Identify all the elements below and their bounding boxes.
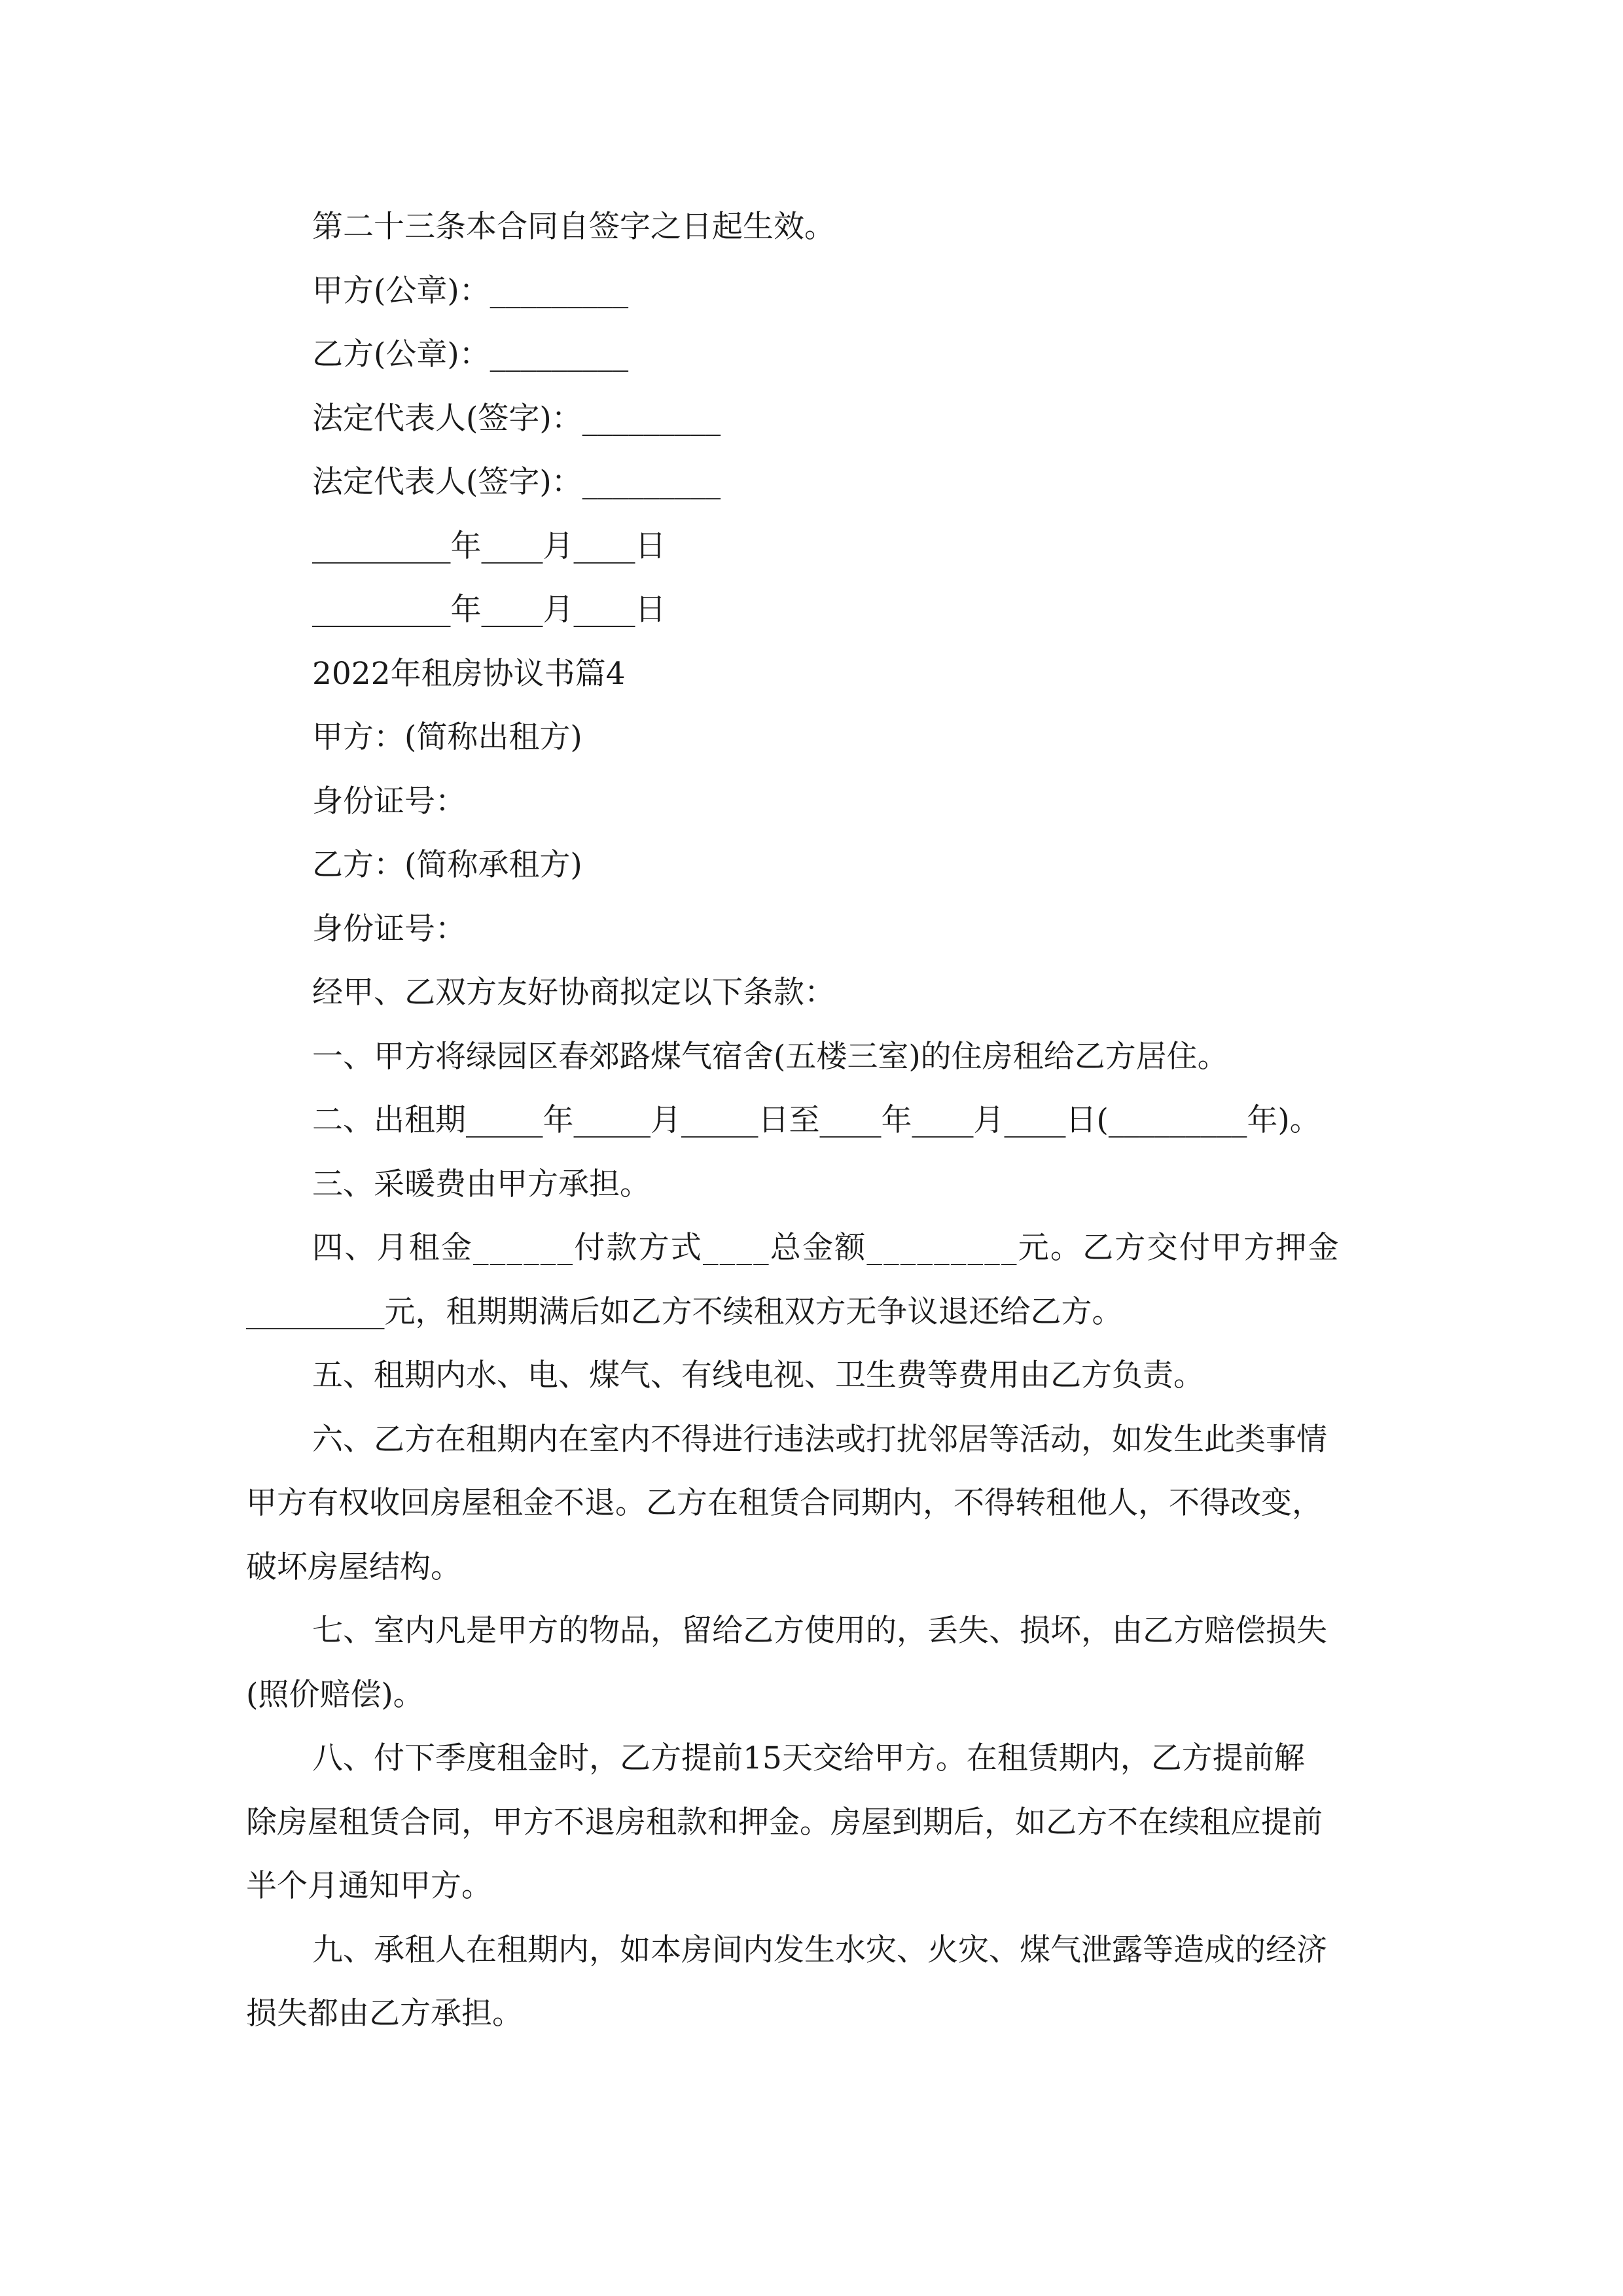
- clause-6-line-3: 破坏房屋结构。: [246, 1549, 461, 1585]
- clause-9-line-1: 九、承租人在租期内，如本房间内发生水灾、火灾、煤气泄露等造成的经济: [312, 1931, 1327, 1968]
- clause-5-line: 五、租期内水、电、煤气、有线电视、卫生费等费用由乙方负责。: [312, 1357, 1204, 1393]
- legal-rep-signature-line-2: 法定代表人(签字)：_________: [312, 464, 721, 500]
- party-a-line: 甲方：(简称出租方): [312, 719, 582, 755]
- section-heading: 2022年租房协议书篇4: [312, 655, 626, 692]
- clause-4-line-2: _________元，租期期满后如乙方不续租双方无争议退还给乙方。: [246, 1293, 1123, 1330]
- clause-3-line: 三、采暖费由甲方承担。: [312, 1166, 651, 1202]
- clause-7-line-2: (照价赔偿)。: [246, 1676, 424, 1713]
- clause-9-line-2: 损失都由乙方承担。: [246, 1996, 523, 2032]
- party-b-seal-line: 乙方(公章)：_________: [312, 336, 629, 372]
- party-a-id-line: 身份证号：: [312, 783, 466, 819]
- date-line-1: _________年____月____日: [312, 528, 666, 564]
- clause-2-line: 二、出租期_____年_____月_____日至____年____月____日(_________年)。: [312, 1102, 1321, 1138]
- document-body: [246, 195, 1395, 2046]
- clause-8-line-3: 半个月通知甲方。: [246, 1868, 492, 1904]
- clause-8-line-1: 八、付下季度租金时，乙方提前15天交给甲方。在租赁期内，乙方提前解: [312, 1740, 1305, 1776]
- clause-8-line-2: 除房屋租赁合同，甲方不退房租款和押金。房屋到期后，如乙方不在续租应提前: [246, 1804, 1323, 1840]
- party-b-id-line: 身份证号：: [312, 910, 466, 947]
- article-23-line: 第二十三条本合同自签字之日起生效。: [312, 209, 835, 245]
- clause-4-line-1: 四、月租金______付款方式____总金额_________元。乙方交付甲方押金: [312, 1230, 1340, 1266]
- party-b-line: 乙方：(简称承租方): [312, 847, 582, 883]
- clause-7-line-1: 七、室内凡是甲方的物品，留给乙方使用的，丢失、损坏，由乙方赔偿损失: [312, 1613, 1327, 1649]
- preamble-line: 经甲、乙双方友好协商拟定以下条款：: [312, 975, 835, 1011]
- legal-rep-signature-line-1: 法定代表人(签字)：_________: [312, 400, 721, 437]
- clause-6-line-1: 六、乙方在租期内在室内不得进行违法或打扰邻居等活动，如发生此类事情: [312, 1421, 1327, 1458]
- clause-1-line: 一、甲方将绿园区春郊路煤气宿舍(五楼三室)的住房租给乙方居住。: [312, 1038, 1228, 1075]
- clause-6-line-2: 甲方有权收回房屋租金不退。乙方在租赁合同期内，不得转租他人，不得改变，: [246, 1485, 1323, 1521]
- date-line-2: _________年____月____日: [312, 592, 666, 628]
- party-a-seal-line: 甲方(公章)：_________: [312, 272, 629, 309]
